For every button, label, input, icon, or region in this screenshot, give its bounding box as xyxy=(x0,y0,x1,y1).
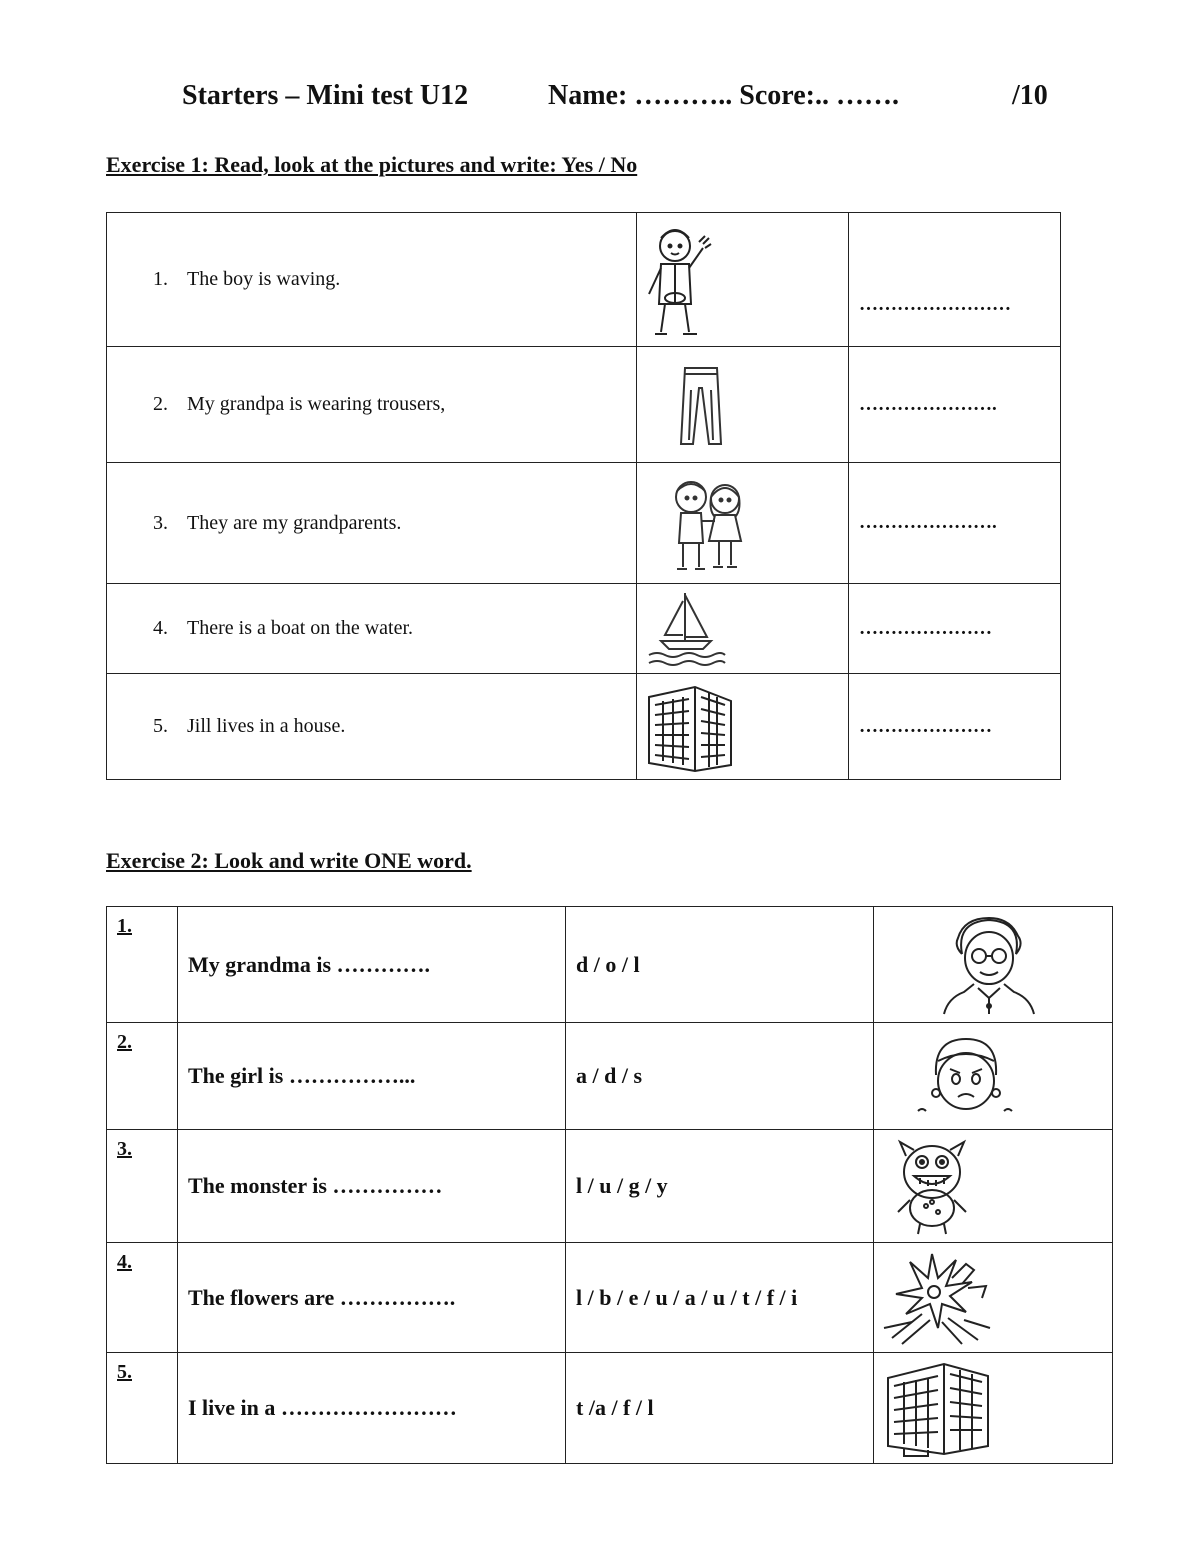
sentence-text: My grandma is …………. xyxy=(178,907,566,1023)
apartment-building-icon xyxy=(645,681,735,773)
sentence-text: The girl is ……………... xyxy=(178,1023,566,1130)
table-row xyxy=(107,1243,1113,1353)
sailboat-icon xyxy=(645,587,729,671)
sentence-cell: 3. They are my grandparents. xyxy=(107,463,637,584)
picture-cell xyxy=(874,907,1113,1023)
picture-cell xyxy=(874,1353,1113,1464)
table-row xyxy=(107,1130,1113,1243)
sentence-text: The monster is …………… xyxy=(178,1130,566,1243)
row-number: 2. xyxy=(107,1023,178,1130)
letter-jumble: l / b / e / u / a / u / t / f / i xyxy=(566,1243,874,1353)
test-header xyxy=(0,80,1200,120)
letter-jumble: l / u / g / y xyxy=(566,1130,874,1243)
sentence-text: They are my grandparents. xyxy=(187,511,402,534)
picture-cell xyxy=(637,213,849,347)
row-number: 3. xyxy=(107,1130,178,1243)
answer-blank[interactable]: ………………… xyxy=(849,584,1061,674)
score-total: /10 xyxy=(1012,80,1048,111)
table-row xyxy=(107,463,1061,584)
answer-blank[interactable]: ………………… xyxy=(849,674,1061,780)
sentence-cell: 5. Jill lives in a house. xyxy=(107,674,637,780)
sentence-cell: 1. The boy is waving. xyxy=(107,213,637,347)
exercise-2-table xyxy=(106,906,1113,1464)
sentence-text: There is a boat on the water. xyxy=(187,617,414,639)
apartment-building-icon xyxy=(884,1358,992,1458)
exercise-2-title: Exercise 2: Look and write ONE word. xyxy=(106,848,472,873)
picture-cell xyxy=(637,347,849,463)
table-row xyxy=(107,584,1061,674)
letter-jumble: t /a / f / l xyxy=(566,1353,874,1464)
sentence-text: I live in a …………………… xyxy=(178,1353,566,1464)
table-row xyxy=(107,674,1061,780)
sentence-text: The flowers are ……………. xyxy=(178,1243,566,1353)
trousers-icon xyxy=(671,360,731,450)
children-icon xyxy=(661,471,757,575)
table-row xyxy=(107,1353,1113,1464)
exercise-1-title: Exercise 1: Read, look at the pictures and write: Yes / No xyxy=(106,152,638,177)
row-number: 1. xyxy=(107,907,178,1023)
sentence-cell: 4. There is a boat on the water. xyxy=(107,584,637,674)
picture-cell xyxy=(874,1023,1113,1130)
sentence-text: My grandpa is wearing trousers, xyxy=(187,393,446,415)
sentence-cell: 2. My grandpa is wearing trousers, xyxy=(107,347,637,463)
picture-cell xyxy=(874,1130,1113,1243)
test-title: Starters – Mini test U12 xyxy=(182,80,469,111)
name-score-line: Name: ……….. Score:.. ……. xyxy=(548,80,899,111)
sentence-text: The boy is waving. xyxy=(187,268,341,290)
exercise-1-table xyxy=(106,212,1061,780)
waving-boy-icon xyxy=(643,218,715,342)
letter-jumble: a / d / s xyxy=(566,1023,874,1130)
table-row xyxy=(107,347,1061,463)
row-number: 5. xyxy=(107,1353,178,1464)
picture-cell xyxy=(637,463,849,584)
letter-jumble: d / o / l xyxy=(566,907,874,1023)
row-number: 4. xyxy=(107,1243,178,1353)
sentence-text: Jill lives in a house. xyxy=(187,715,346,737)
answer-blank[interactable]: …………………. xyxy=(849,463,1061,584)
grandma-icon xyxy=(934,914,1044,1016)
table-row xyxy=(107,1023,1113,1130)
monster-icon xyxy=(892,1136,972,1236)
table-row xyxy=(107,907,1113,1023)
answer-blank[interactable]: …………………… xyxy=(849,213,1061,347)
answer-blank[interactable]: …………………. xyxy=(849,347,1061,463)
flowers-icon xyxy=(882,1248,992,1348)
sad-girl-icon xyxy=(908,1031,1024,1121)
picture-cell xyxy=(637,674,849,780)
table-row xyxy=(107,213,1061,347)
picture-cell xyxy=(637,584,849,674)
picture-cell xyxy=(874,1243,1113,1353)
